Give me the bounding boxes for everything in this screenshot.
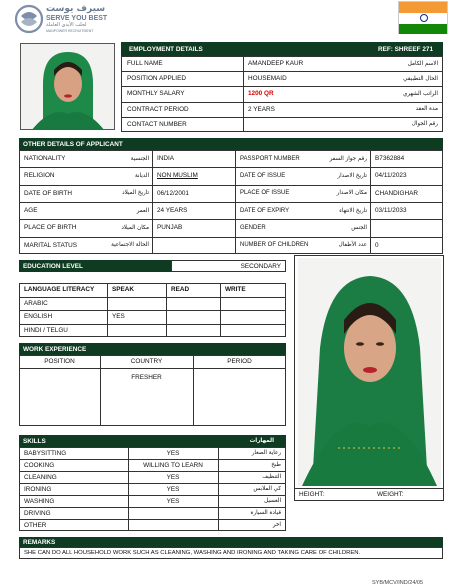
other-row-arabic-2: مكان الاصدار	[336, 190, 367, 197]
other-row-arabic: تاريخ الميلاد	[122, 190, 149, 197]
work-column-header: PERIOD	[227, 358, 252, 365]
skill-value: WILLING TO LEARN	[143, 461, 203, 469]
other-row-value: NON MUSLIM	[157, 172, 198, 180]
other-row-value-2: 03/11/2033	[375, 207, 407, 215]
other-row-arabic: الجنسية	[130, 155, 149, 162]
remarks-text: SHE CAN DO ALL HOUSEHOLD WORK SUCH AS CLEANING, WASHING AND IRONING AND TAKING CARE OF CHILDREN.	[24, 550, 361, 556]
height-label: HEIGHT:	[299, 491, 325, 498]
work-experience-value: FRESHER	[131, 374, 162, 381]
language-speak: YES	[112, 313, 125, 321]
other-row-arabic: مكان الميلاد	[121, 224, 149, 231]
other-row-arabic: العمر	[136, 207, 149, 214]
employment-row-arabic: مدة العقد	[415, 106, 438, 113]
language-column-header: LANGUAGE LITERACY	[24, 286, 95, 294]
language-column-header: READ	[171, 286, 190, 294]
other-row-label: PLACE OF BIRTH	[24, 224, 77, 232]
language-name: ARABIC	[24, 299, 48, 307]
other-row-value: INDIA	[157, 155, 175, 163]
other-row-arabic: الحالة الاجتماعية	[111, 242, 149, 249]
other-row-label: DATE OF BIRTH	[24, 189, 73, 197]
skill-value: YES	[166, 485, 180, 493]
other-row-label-2: DATE OF ISSUE	[240, 172, 286, 179]
other-row-label-2: PASSPORT NUMBER	[240, 155, 300, 162]
skill-name: IRONING	[24, 485, 52, 493]
employment-row-label: MONTHLY SALARY	[127, 90, 185, 98]
skill-name: CLEANING	[24, 473, 57, 481]
language-speak	[109, 297, 166, 311]
other-row-value-2	[372, 219, 442, 236]
skill-value: YES	[166, 473, 180, 481]
skill-arabic: قيادة السيارة	[250, 510, 281, 516]
skill-value: YES	[166, 497, 180, 505]
language-column-header: WRITE	[225, 286, 246, 294]
skills-title-arabic: المهارات	[249, 438, 274, 444]
logo-arabic: سيرف يوست	[46, 4, 106, 14]
language-name: ENGLISH	[24, 313, 53, 321]
other-row-value: 24 YEARS	[157, 207, 188, 215]
table-grid-line	[243, 56, 244, 132]
skills-header	[19, 435, 286, 447]
other-details-header	[19, 138, 443, 150]
other-row-label-2: DATE OF EXPIRY	[240, 207, 290, 214]
employment-row-value: AMANDEEP KAUR	[248, 60, 304, 68]
work-column-header: COUNTRY	[130, 358, 163, 365]
employment-row-label: FULL NAME	[127, 60, 163, 68]
employment-row-arabic: الراتب الشهري	[402, 90, 438, 97]
skill-name: WASHING	[24, 497, 55, 505]
other-row-value: PUNJAB	[157, 224, 183, 232]
skill-arabic: التنظيف	[262, 474, 281, 480]
other-row-label: NATIONALITY	[24, 155, 66, 163]
other-details-title: OTHER DETAILS OF APPLICANT	[23, 140, 123, 148]
other-row-label: AGE	[24, 207, 38, 215]
company-logo	[14, 4, 114, 34]
work-column-header: POSITION	[44, 358, 75, 365]
applicant-photo-large	[298, 258, 441, 486]
other-row-arabic-2: تاريخ الاصدار	[337, 172, 367, 179]
portrait-full-image	[298, 258, 441, 486]
other-row-value: 06/12/2001	[157, 189, 189, 197]
india-flag	[398, 1, 448, 34]
work-experience-header	[19, 343, 286, 355]
education-value: SECONDARY	[240, 262, 281, 270]
language-speak	[109, 324, 166, 338]
other-row-label-2: GENDER	[240, 224, 266, 231]
skill-value: YES	[166, 449, 180, 457]
employment-row-value	[245, 117, 365, 132]
logo-name: SERVE YOU BEST	[46, 15, 108, 22]
skill-arabic: الغسيل	[264, 498, 281, 504]
other-row-label: MARITAL STATUS	[24, 241, 78, 249]
applicant-photo-small	[20, 43, 115, 130]
weight-label: WEIGHT:	[377, 491, 404, 498]
logo-tag: MANPOWER RECRUITMENT	[46, 29, 94, 33]
skill-arabic: رعاية الصغار	[251, 450, 281, 456]
language-name: HINDI / TELGU	[24, 326, 68, 334]
language-column-header: SPEAK	[112, 286, 135, 294]
other-row-arabic-2: عدد الأطفال	[338, 242, 367, 249]
other-row-label-2: NUMBER OF CHILDREN	[240, 242, 309, 249]
logo-sub-arabic: لجلب الأيدي العاملة	[46, 22, 87, 28]
education-header	[19, 260, 171, 272]
skill-name: OTHER	[24, 521, 47, 529]
remarks-title: REMARKS	[23, 538, 56, 546]
reference-number: REF: SHREEF 271	[377, 45, 433, 53]
skill-name: COOKING	[24, 461, 55, 469]
work-experience-title: WORK EXPERIENCE	[23, 345, 87, 353]
skill-value	[128, 507, 218, 519]
other-row-arabic-2: رقم جواز السفر	[329, 155, 367, 162]
employment-row-label: POSITION APPLIED	[127, 75, 186, 83]
skill-name: BABYSITTING	[24, 449, 67, 457]
other-row-value-2: B7362884	[375, 155, 405, 163]
employment-title: EMPLOYMENT DETAILS	[129, 45, 203, 53]
other-row-arabic-2: الجنس	[351, 224, 367, 231]
skill-arabic: كي الملابس	[253, 486, 281, 492]
skill-arabic: اخر	[272, 522, 281, 528]
employment-row-value: HOUSEMAID	[248, 75, 287, 83]
employment-row-arabic: الحال التطبيقي	[403, 75, 438, 82]
employment-row-value: 1200 QR	[248, 90, 274, 98]
employment-row-label: CONTACT NUMBER	[127, 120, 187, 128]
ashoka-chakra-icon	[420, 14, 428, 22]
other-row-arabic-2: تاريخ الانتهاء	[339, 207, 367, 214]
other-row-label-2: PLACE OF ISSUE	[240, 190, 290, 197]
other-row-value-2: 04/11/2023	[375, 172, 407, 180]
other-row-arabic: الديانة	[134, 172, 149, 179]
education-title: EDUCATION LEVEL	[23, 262, 83, 270]
skill-arabic: طبخ	[271, 462, 281, 468]
other-row-label: RELIGION	[24, 172, 55, 180]
other-row-value-2: 0	[375, 241, 379, 249]
other-row-value-2: CHANDIGHAR	[375, 189, 418, 197]
portrait-image	[21, 44, 115, 130]
skills-title: SKILLS	[23, 437, 46, 445]
skill-value	[128, 519, 218, 531]
remarks-header	[19, 537, 443, 547]
logo-icon	[14, 4, 44, 34]
other-row-value	[154, 237, 234, 254]
employment-row-arabic: رقم الجوال	[411, 121, 438, 128]
table-grid-line	[19, 368, 286, 369]
document-code: SYB/MCV/IND/24/05	[372, 580, 424, 586]
skill-name: DRIVING	[24, 509, 51, 517]
employment-row-value: 2 YEARS	[248, 105, 275, 113]
employment-header	[121, 42, 443, 56]
employment-row-label: CONTRACT PERIOD	[127, 105, 189, 113]
employment-row-arabic: الاسم الكامل	[407, 60, 438, 67]
